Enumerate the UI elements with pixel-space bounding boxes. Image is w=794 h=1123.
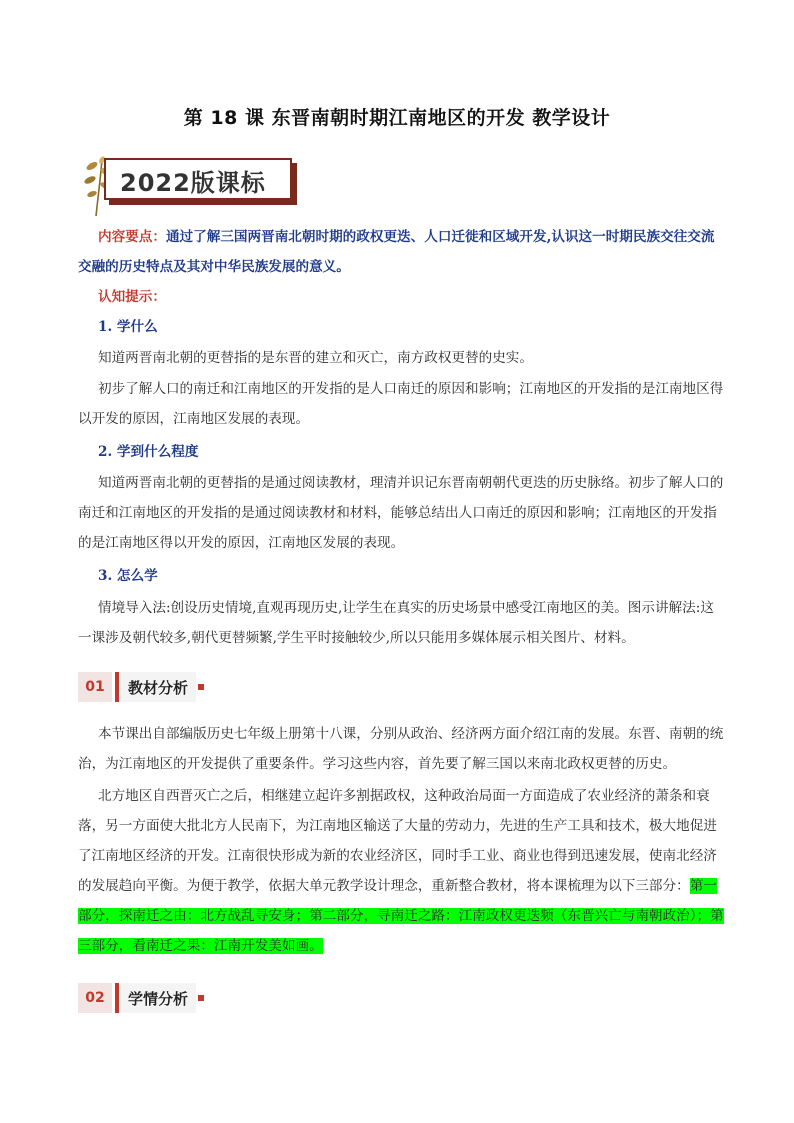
content-points-label: 内容要点： — [98, 229, 166, 245]
q1-heading: 1. 学什么 — [98, 319, 158, 335]
cognitive-hint-heading: 认知提示： — [98, 289, 166, 305]
section-square-icon — [198, 684, 204, 690]
q2-paragraph-1: 知道两晋南北朝的更替指的是通过阅读教材，理清并识记东晋南朝朝代更迭的历史脉络。初步了解人口的南迁和江南地区的开发指的是通过阅读教材和材料，能够总结出人口南迁的原因和影响；江南地区的开发指的是江南地区得以开发的原因，江南地区发展的表现。 — [78, 475, 724, 551]
textbook-analysis-paragraph-1: 本节课出自部编版历史七年级上册第十八课，分别从政治、经济两方面介绍江南的发展。东晋、南朝的统治，为江南地区的开发提供了重要条件。学习这些内容，首先要了解三国以来南北政权更替的历史。 — [78, 726, 724, 772]
section-label: 教材分析 — [119, 672, 196, 702]
q2-heading: 2. 学到什么程度 — [98, 444, 199, 460]
badge-box — [104, 158, 292, 200]
highlighted-text: 第一部分，探南迁之由：北方战乱寻安身；第二部分，寻南迁之路：江南政权更迭频（东晋兴亡与南朝政治）；第三部分，看南迁之果：江南开发美如画。 — [78, 878, 724, 954]
q1-paragraph-1: 知道两晋南北朝的更替指的是东晋的建立和灭亡，南方政权更替的史实。 — [98, 350, 533, 366]
textbook-analysis-paragraph-2: 北方地区自西晋灭亡之后，相继建立起许多割据政权，这种政治局面一方面造成了农业经济的萧条和衰落，另一方面使大批北方人民南下，为江南地区输送了大量的劳动力，先进的生产工具和技术，极大地促进了江南地区经济的开发。江南很快形成为新的农业经济区，同时手工业、商业也得到迅速发展，使南北经济的发展趋向平衡。为便于教学，依据大单元教学设计理念，重新整合教材，将本课梳理为以下三部分：第一部分，探南迁之由：北方战乱寻安身；第二部分，寻南迁之路：江南政权更迭频（东晋兴亡与南朝政治）；第三部分，看南迁之果：江南开发美如画。 — [78, 788, 724, 954]
curriculum-badge — [78, 152, 308, 218]
section-square-icon — [198, 995, 204, 1001]
content-points-paragraph — [78, 222, 726, 282]
badge-label: 2022版课标 — [120, 169, 266, 197]
section-header-textbook-analysis — [78, 672, 204, 702]
section-label: 学情分析 — [119, 983, 196, 1013]
q1-paragraph-2: 初步了解人口的南迁和江南地区的开发指的是人口南迁的原因和影响；江南地区的开发指的是江南地区得以开发的原因，江南地区发展的表现。 — [78, 381, 724, 427]
section-number: 02 — [78, 983, 112, 1013]
q3-paragraph-1: 情境导入法:创设历史情境,直观再现历史,让学生在真实的历史场景中感受江南地区的美。图示讲解法:这一课涉及朝代较多,朝代更替频繁,学生平时接触较少,所以只能用多媒体展示相关图片、材料。 — [78, 600, 714, 646]
content-points-text: 通过了解三国两晋南北朝时期的政权更迭、人口迁徙和区域开发,认识这一时期民族交往交流交融的历史特点及其对中华民族发展的意义。 — [78, 229, 715, 275]
section-number: 01 — [78, 672, 112, 702]
page-title: 第 18 课 东晋南朝时期江南地区的开发 教学设计 — [183, 107, 611, 129]
q3-heading: 3. 怎么学 — [98, 568, 158, 584]
section-header-learner-analysis — [78, 983, 204, 1013]
